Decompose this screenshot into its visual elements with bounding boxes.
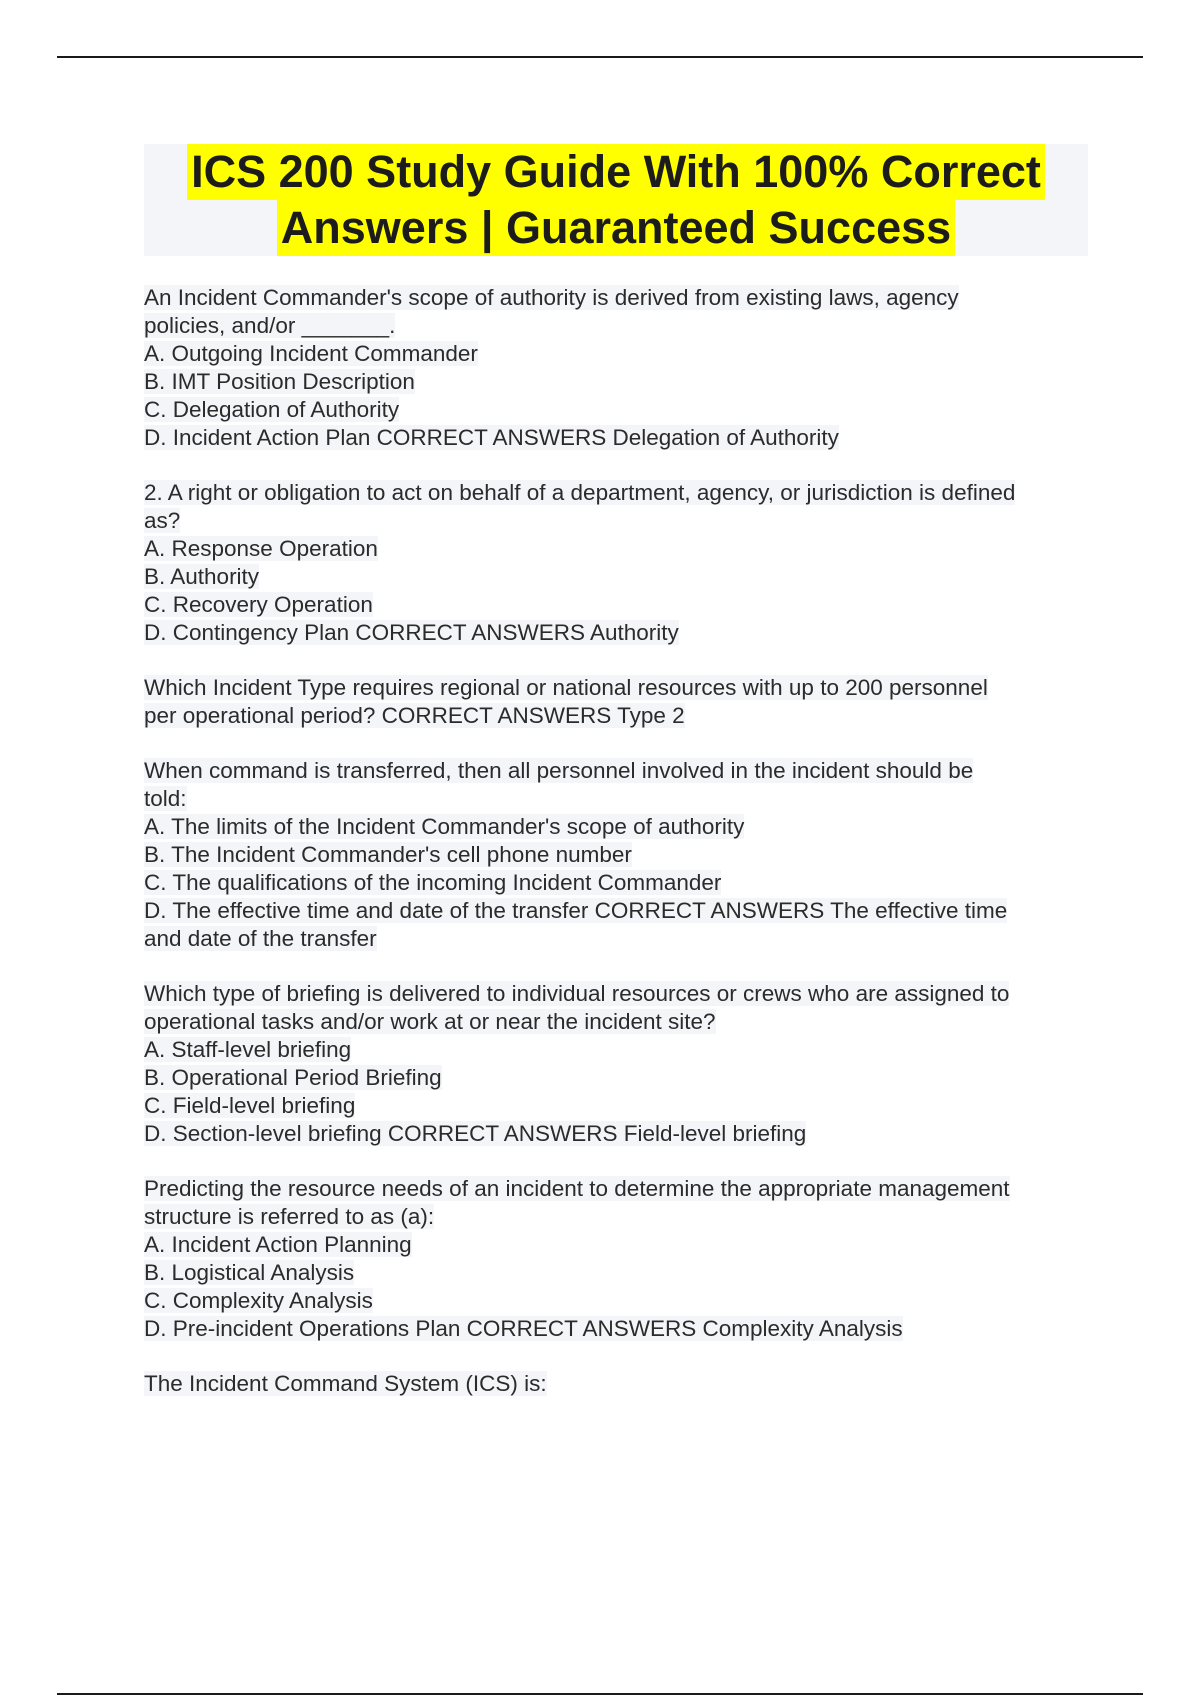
bottom-divider (57, 1693, 1143, 1695)
question-text: as? (144, 508, 181, 533)
question-block (144, 757, 1094, 953)
question-text: told: (144, 786, 187, 811)
question-block (144, 1175, 1094, 1343)
answer-option-with-correct-answer: D. Section-level briefing CORRECT ANSWERS Field-level briefing (144, 1121, 807, 1146)
question-text: Which type of briefing is delivered to individual resources or crews who are assigned to (144, 981, 1010, 1006)
correct-answer-continued: and date of the transfer (144, 926, 377, 951)
answer-option: A. The limits of the Incident Commander's scope of authority (144, 814, 745, 839)
question-text: structure is referred to as (a): (144, 1204, 435, 1229)
answer-option: B. Logistical Analysis (144, 1260, 355, 1285)
answer-option: B. The Incident Commander's cell phone number (144, 842, 632, 867)
answer-option-with-correct-answer: D. Pre-incident Operations Plan CORRECT ANSWERS Complexity Analysis (144, 1316, 903, 1341)
answer-option: C. Delegation of Authority (144, 397, 400, 422)
question-block (144, 1370, 1094, 1398)
answer-option: C. Recovery Operation (144, 592, 373, 617)
answer-option: A. Outgoing Incident Commander (144, 341, 478, 366)
answer-option: B. Operational Period Briefing (144, 1065, 442, 1090)
question-list (144, 284, 1094, 1425)
answer-option: C. Complexity Analysis (144, 1288, 373, 1313)
answer-option: A. Incident Action Planning (144, 1232, 412, 1257)
question-text-with-correct-answer: per operational period? CORRECT ANSWERS Type 2 (144, 703, 685, 728)
question-text: operational tasks and/or work at or near the incident site? (144, 1009, 716, 1034)
question-block (144, 674, 1094, 730)
answer-option-with-correct-answer: D. The effective time and date of the transfer CORRECT ANSWERS The effective time (144, 898, 1008, 923)
document-title-line-2: Answers | Guaranteed Success (277, 200, 955, 256)
question-block (144, 980, 1094, 1148)
answer-option-with-correct-answer: D. Contingency Plan CORRECT ANSWERS Authority (144, 620, 679, 645)
answer-option: A. Staff-level briefing (144, 1037, 352, 1062)
answer-option: B. IMT Position Description (144, 369, 415, 394)
question-text: policies, and/or _______. (144, 313, 396, 338)
question-text: An Incident Commander's scope of authority is derived from existing laws, agency (144, 285, 959, 310)
question-text: Which Incident Type requires regional or national resources with up to 200 personnel (144, 675, 988, 700)
question-block (144, 284, 1094, 452)
question-text: 2. A right or obligation to act on behalf of a department, agency, or jurisdiction is defined (144, 480, 1016, 505)
question-text: When command is transferred, then all personnel involved in the incident should be (144, 758, 974, 783)
question-text: Predicting the resource needs of an incident to determine the appropriate management (144, 1176, 1010, 1201)
answer-option: A. Response Operation (144, 536, 378, 561)
answer-option: C. The qualifications of the incoming Incident Commander (144, 870, 722, 895)
answer-option: C. Field-level briefing (144, 1093, 356, 1118)
answer-option: B. Authority (144, 564, 260, 589)
question-text: The Incident Command System (ICS) is: (144, 1371, 547, 1396)
answer-option-with-correct-answer: D. Incident Action Plan CORRECT ANSWERS Delegation of Authority (144, 425, 839, 450)
top-divider (57, 56, 1143, 58)
title-block (144, 144, 1088, 256)
question-block (144, 479, 1094, 647)
document-title-line-1: ICS 200 Study Guide With 100% Correct (187, 144, 1045, 200)
